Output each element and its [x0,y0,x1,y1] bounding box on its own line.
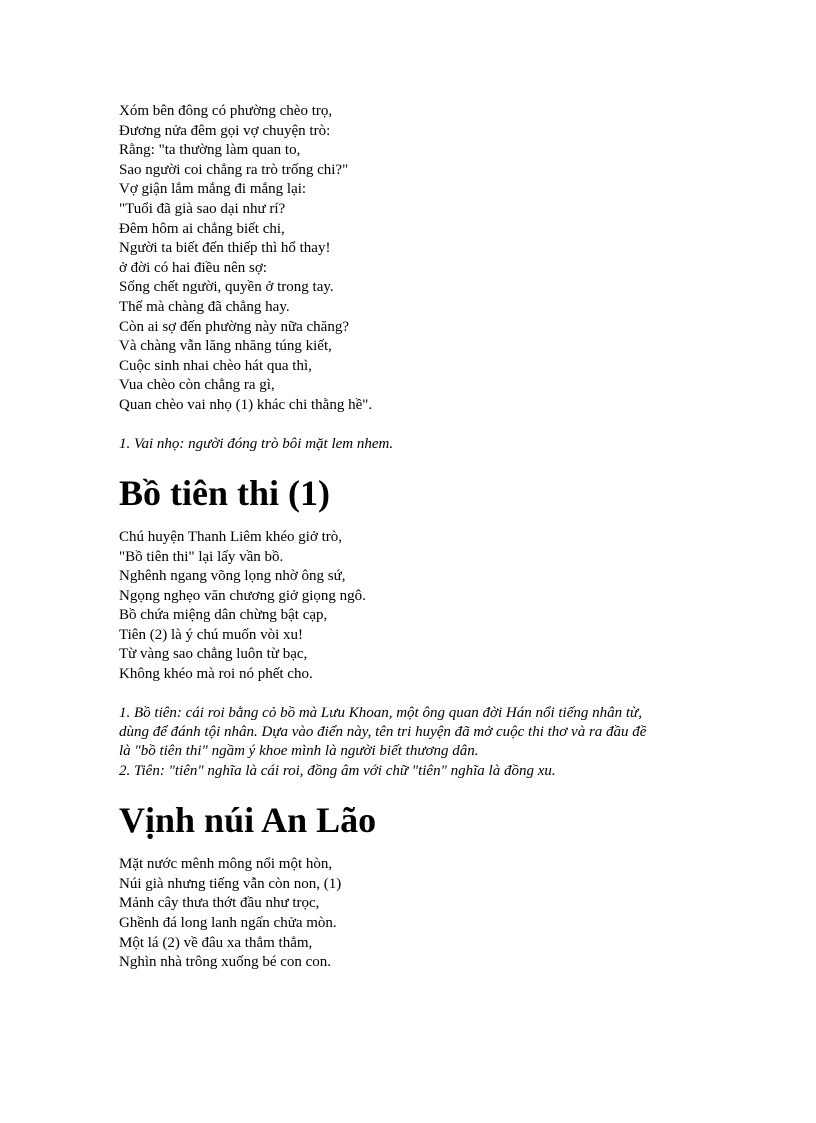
poem-stanza-2 [119,528,779,685]
poem-line: Rằng: "ta thường làm quan to, [119,142,301,159]
poem-line: Chú huyện Thanh Liêm khéo giở trò, [119,528,343,545]
poem-line: ở đời có hai điều nên sợ: [119,259,267,276]
poem-line: Từ vàng sao chẳng luôn từ bạc, [119,646,308,663]
poem-line: Không khéo mà roi nó phết cho. [119,666,313,683]
footnotes-2 [119,704,779,782]
poem-line: Còn ai sợ đến phường này nữa chăng? [119,318,349,335]
poem-line: Bồ chứa miệng dân chừng bật cạp, [119,607,328,624]
poem-line: Ngọng nghẹo văn chương giở giọng ngô. [119,587,366,604]
poem-line: Người ta biết đến thiếp thì hổ thay! [119,240,331,257]
poem-line: "Tuổi đã già sao dại như rí? [119,200,286,217]
poem-line: Nghênh ngang võng lọng nhờ ông sứ, [119,568,346,585]
poem-line: Xóm bên đông có phường chèo trọ, [119,103,333,119]
poem-line: Và chàng vẫn lăng nhăng túng kiết, [119,338,332,355]
poem-line: Đêm hôm ai chẳng biết chi, [119,220,285,237]
footnote: là "bồ tiên thi" ngầm ý khoe mình là người biết thương dân. [119,743,479,760]
poem-line: Quan chèo vai nhọ (1) khác chi thằng hề". [119,396,373,413]
poem-line: Ghềnh đá long lanh ngấn chửa mòn. [119,915,337,932]
poem-stanza-3 [119,855,779,973]
poem-line: Nghìn nhà trông xuống bé con con. [119,954,332,971]
poem-line: Tiên (2) là ý chú muốn vòi xu! [119,626,304,643]
poem-line: Mảnh cây thưa thớt đầu như trọc, [119,895,320,912]
footnote: 1. Vai nhọ: người đóng trò bôi mặt lem nhem. [119,435,394,452]
poem-line: Sao người coi chẳng ra trò trống chi?" [119,161,349,178]
poem-line: Đương nửa đêm gọi vợ chuyện trò: [119,122,331,139]
poem-line: Vua chèo còn chẳng ra gì, [119,377,275,394]
poem-line: Mặt nước mênh mông nổi một hòn, [119,856,333,873]
poem-stanza-1 [119,102,779,416]
footnotes-1 [119,435,779,454]
poem-line: Sống chết người, quyền ở trong tay. [119,279,334,296]
poem-line: Cuộc sinh nhai chèo hát qua thì, [119,357,312,374]
poem-line: Một lá (2) về đâu xa thẳm thẳm, [119,934,313,951]
document-page [119,102,779,973]
poem-title-bo-tien-thi: Bồ tiên thi (1) [119,472,330,513]
poem-line: Núi già nhưng tiếng vẫn còn non, (1) [119,875,342,892]
poem-line: Vợ giận lắm mắng đi mắng lại: [119,181,307,198]
poem-line: Thế mà chàng đã chẳng hay. [119,298,290,315]
footnote: 1. Bồ tiên: cái roi bằng cỏ bồ mà Lưu Khoan, một ông quan đời Hán nổi tiếng nhân từ, [119,704,642,721]
poem-title-vinh-nui-an-lao: Vịnh núi An Lão [119,800,377,841]
footnote: 2. Tiên: "tiên" nghĩa là cái roi, đồng âm với chữ "tiên" nghĩa là đồng xu. [119,762,556,779]
poem-line: "Bồ tiên thi" lại lấy vần bồ. [119,548,284,565]
footnote: dùng để đánh tội nhân. Dựa vào điển này, tên tri huyện đã mở cuộc thi thơ và ra đầu đề [119,724,647,741]
